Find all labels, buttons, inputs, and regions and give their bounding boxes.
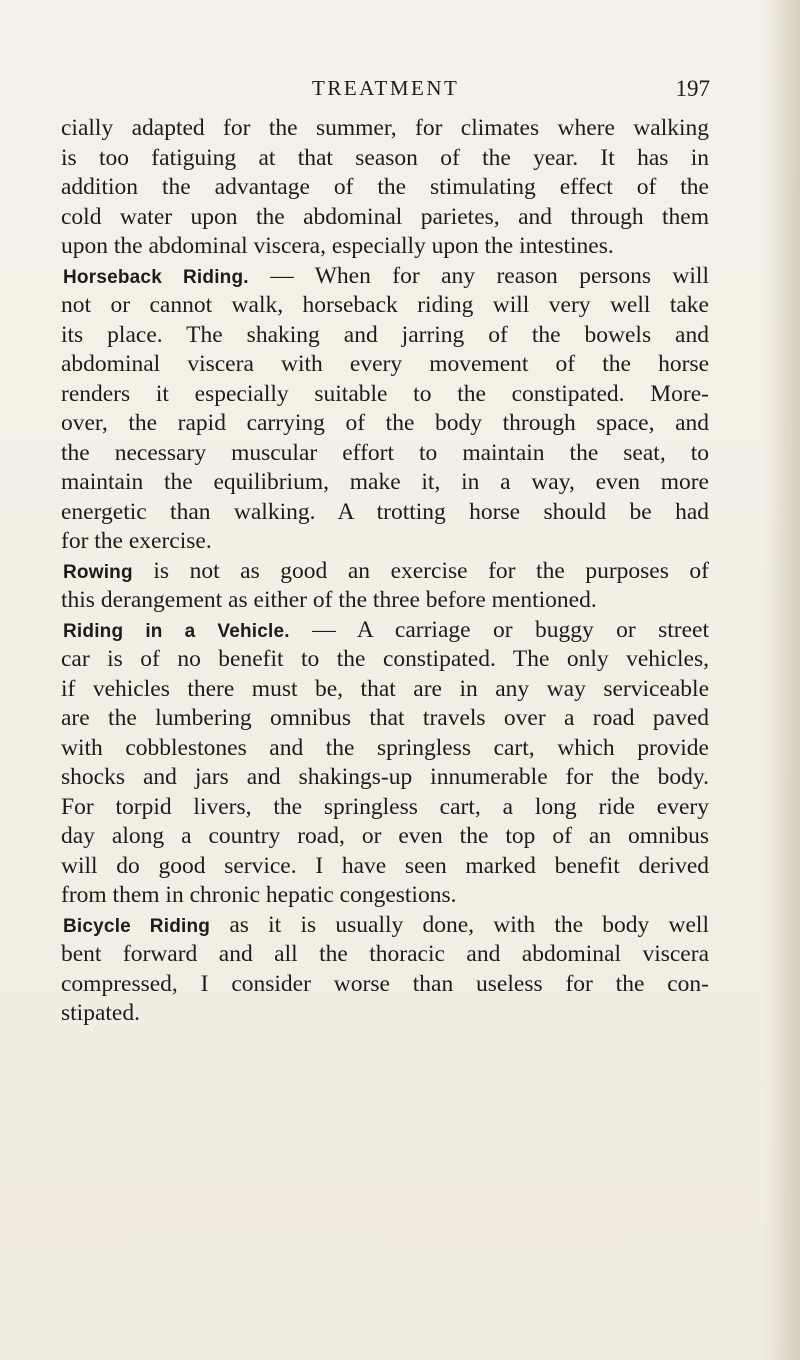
text-line (61, 203, 709, 233)
line-text: as it is usually done, with the body well (210, 911, 709, 938)
section-heading-line (61, 616, 709, 646)
running-title: TREATMENT (312, 76, 460, 100)
line-text: compressed, I consider worse than useless for the con- (61, 970, 709, 997)
text-line (61, 114, 709, 144)
line-text: cially adapted for the summer, for climates where walking (61, 115, 709, 141)
line-text: not or cannot walk, horseback riding will very well take (61, 292, 709, 318)
text-line (61, 793, 709, 823)
section-heading-line (61, 911, 709, 941)
text-line (61, 321, 709, 351)
line-text: is not as good an exercise for the purposes of (132, 557, 709, 584)
text-line (61, 468, 709, 498)
text-line (61, 380, 709, 410)
text-line (61, 999, 709, 1029)
line-text: with cobblestones and the springless cart, which provide (61, 734, 709, 761)
line-text: upon the abdominal viscera, especially upon the intestines. (61, 233, 614, 259)
text-line (61, 350, 709, 380)
text-line (61, 645, 709, 675)
text-line (61, 704, 709, 734)
text-line (61, 970, 709, 1000)
line-text: renders it especially suitable to the constipated. More- (61, 380, 709, 407)
body-text (61, 114, 709, 1029)
page-edge-shading (770, 0, 800, 1360)
text-line (61, 409, 709, 439)
line-text: cold water upon the abdominal parietes, and through them (61, 203, 709, 230)
line-text: is too fatiguing at that season of the year. It has in (61, 144, 709, 171)
text-line (61, 852, 709, 882)
line-text: car is of no benefit to the constipated. The only vehicles, (61, 646, 709, 672)
line-text: are the lumbering omnibus that travels over a road paved (61, 705, 709, 731)
line-text: day along a country road, or even the top of an omnibus (61, 823, 709, 849)
line-text: for the exercise. (61, 528, 212, 554)
text-line (61, 940, 709, 970)
running-head (60, 76, 710, 106)
text-line (61, 173, 709, 203)
text-line (61, 291, 709, 321)
run-in-heading: Horseback Riding. (63, 266, 249, 288)
text-line (61, 232, 709, 262)
line-text: maintain the equilibrium, make it, in a way, even more (61, 469, 709, 495)
text-line (61, 734, 709, 764)
line-text: from them in chronic hepatic congestions. (61, 882, 457, 908)
section-heading-line (61, 262, 709, 292)
line-text: bent forward and all the thoracic and abdominal viscera (61, 941, 709, 967)
section-heading-line (61, 557, 709, 587)
text-line (61, 527, 709, 557)
line-text: the necessary muscular effort to maintain the seat, to (61, 439, 709, 466)
line-text: over, the rapid carrying of the body through space, and (61, 410, 709, 436)
line-text: — A carriage or buggy or street (289, 616, 710, 643)
text-line (61, 439, 709, 469)
text-line (61, 881, 709, 911)
text-line (61, 498, 709, 528)
line-text: For torpid livers, the springless cart, a long ride every (61, 793, 709, 820)
line-text: addition the advantage of the stimulating effect of the (61, 174, 709, 200)
line-text: if vehicles there must be, that are in any way serviceable (61, 675, 709, 702)
text-line (61, 586, 709, 616)
run-in-heading: Bicycle Riding (63, 915, 211, 937)
page-number: 197 (675, 76, 710, 101)
text-line (61, 822, 709, 852)
line-text: its place. The shaking and jarring of the bowels and (61, 321, 709, 348)
text-line (61, 675, 709, 705)
line-text: — When for any reason persons will (248, 262, 709, 289)
text-line (61, 763, 709, 793)
run-in-heading: Rowing (63, 561, 133, 583)
line-text: energetic than walking. A trotting horse should be had (61, 498, 709, 525)
text-line (61, 144, 709, 174)
line-text: this derangement as either of the three before mentioned. (61, 587, 597, 613)
line-text: abdominal viscera with every movement of the horse (61, 351, 709, 377)
run-in-heading: Riding in a Vehicle. (63, 620, 290, 642)
line-text: stipated. (61, 1000, 140, 1026)
line-text: shocks and jars and shakings-up innumerable for the body. (61, 764, 709, 790)
line-text: will do good service. I have seen marked benefit derived (61, 852, 709, 879)
